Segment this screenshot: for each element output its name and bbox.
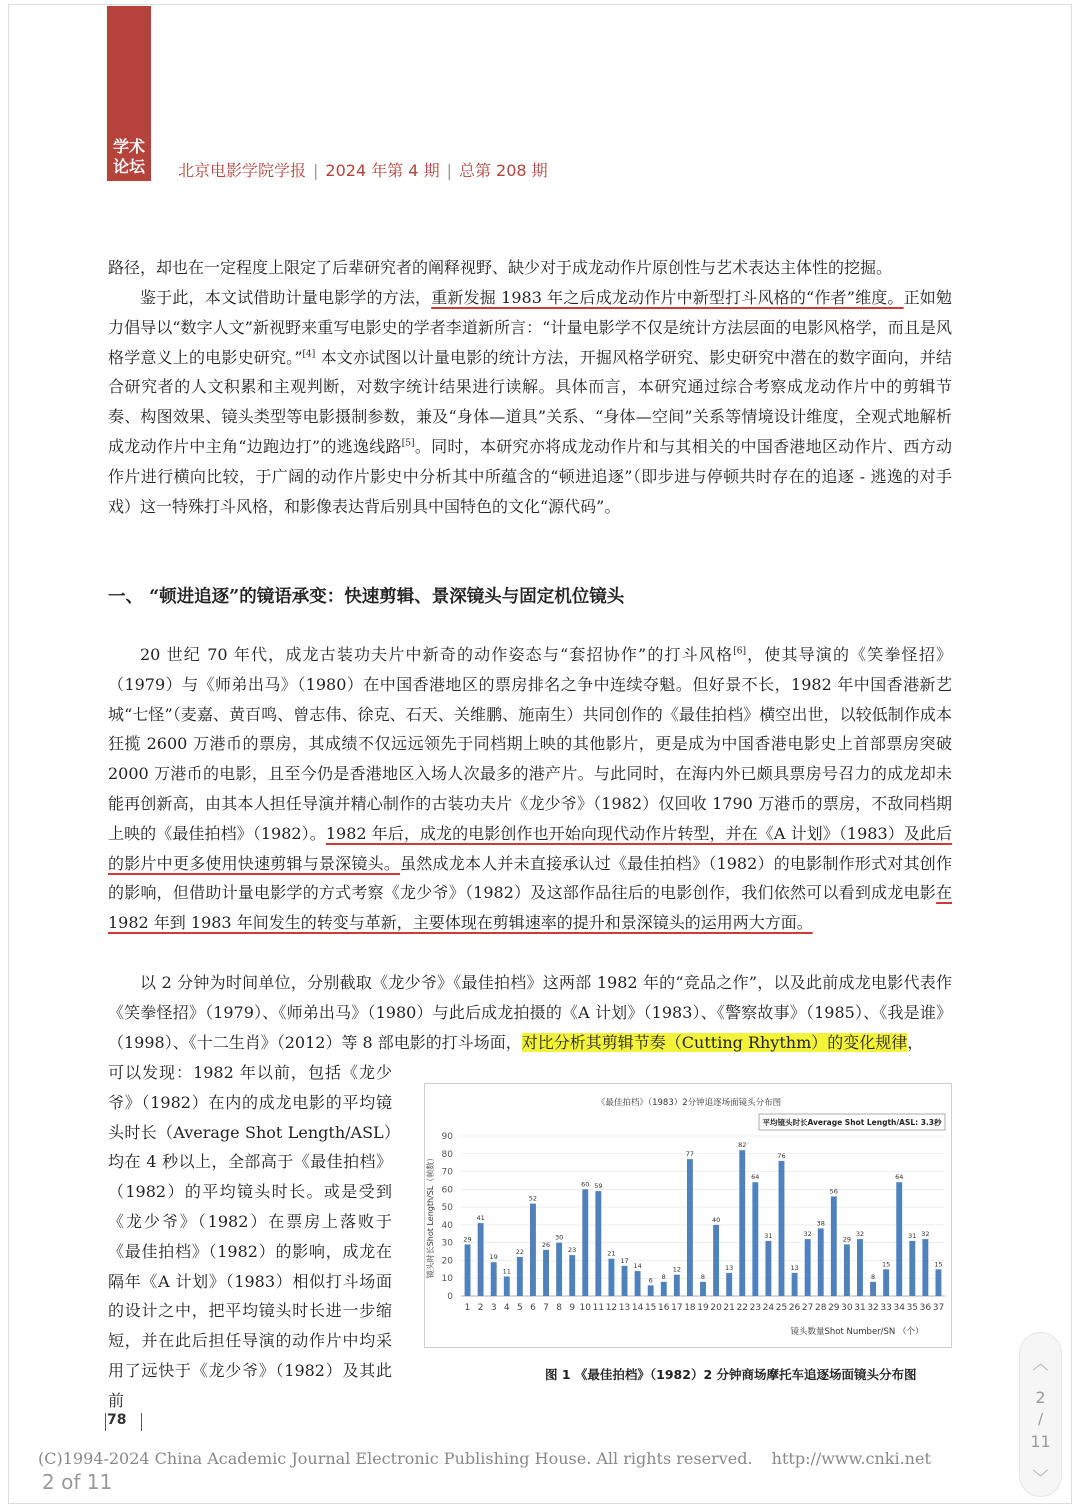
p4-text-a: 以 2 分钟为时间单位，分别截取《龙少爷》《最佳拍档》这两部 1982 年的“竞品之作”，以及此前成龙电影代表作《笑拳怪招》（1979）、《师弟出马》（1980）与此后成龙拍摄的《A 计划》（1983）、《警察故事》（1985）、《我是谁》（1998）、《十二生肖》（2012）等 8 部电影的打斗场面， [108,973,952,1052]
paragraph-3 [108,640,952,938]
paragraph-1: 路径，却也在一定程度上限定了后辈研究者的阐释视野、缺少对于成龙动作片原创性与艺术表达主体性的挖掘。 [108,258,893,277]
page-indicator: 2 of 11 [42,1470,113,1494]
bar-value-label: 64 [895,1173,904,1182]
bar-value-label: 56 [829,1187,838,1196]
bar [700,1282,706,1296]
bar-value-label: 30 [554,1233,564,1242]
x-tick-label: 30 [841,1303,853,1313]
bar-value-label: 15 [934,1260,943,1269]
x-tick-label: 19 [697,1303,709,1313]
x-tick-label: 26 [788,1303,801,1313]
bar [936,1269,942,1296]
section-badge: 学术论坛 [112,137,145,176]
bar-value-label: 15 [881,1260,891,1269]
bar-value-label: 23 [568,1246,577,1255]
p3-underlined-2: 在 1982 年到 1983 年间发生的转变与革新，主要体现在剪辑速率的提升和景深镜头的运用两大方面。 [108,883,952,933]
bar [883,1269,889,1296]
copyright-footer [38,1449,931,1468]
bar [648,1285,654,1296]
bar [713,1225,719,1296]
header-separator: | [313,161,319,180]
bar-value-label: 64 [751,1173,760,1182]
x-tick-label: 37 [932,1303,945,1313]
bar [857,1239,863,1296]
bar [792,1273,798,1296]
bar-value-label: 31 [764,1231,773,1240]
bar [687,1159,693,1296]
x-tick-label: 2 [477,1303,484,1313]
bar [909,1241,915,1296]
paragraph-2 [108,283,952,521]
reference-6: [6] [733,646,746,657]
paragraph-4 [108,968,952,1057]
bar [465,1244,471,1296]
y-tick-label: 50 [441,1203,453,1214]
bar [491,1262,497,1296]
bar [896,1182,902,1296]
bar-value-label: 8 [870,1272,876,1281]
x-tick-label: 6 [530,1303,536,1313]
copyright-text: (C)1994-2024 China Academic Journal Electronic Publishing House. All rights reserved. [38,1449,753,1468]
y-tick-label: 70 [441,1167,453,1178]
x-tick-label: 12 [605,1303,618,1313]
bar-value-label: 77 [685,1150,695,1159]
x-tick-label: 13 [618,1303,631,1313]
p4-highlighted: 对比分析其剪辑节奏（Cutting Rhythm）的变化规律 [521,1032,908,1052]
x-tick-label: 17 [671,1303,683,1313]
chart-legend-text: 平均镜头时长Average Shot Length/ASL: 3.3秒 [762,1118,942,1127]
bar [569,1255,575,1296]
bar [556,1243,562,1296]
bar [674,1275,680,1296]
previous-page-chevron-icon[interactable]: ︿ [1032,1354,1049,1373]
bar [779,1161,785,1296]
x-tick-label: 9 [569,1303,576,1313]
x-tick-label: 33 [880,1303,892,1313]
y-tick-label: 20 [441,1256,453,1267]
bar [517,1257,523,1296]
page-number-rule [105,1413,106,1431]
y-tick-label: 60 [441,1185,453,1196]
x-tick-label: 20 [710,1303,722,1313]
bar-value-label: 8 [700,1272,706,1281]
p2-text-a: 鉴于此，本文试借助计量电影学的方法， [140,288,432,307]
bar-value-label: 17 [620,1256,629,1265]
bar-value-label: 12 [672,1265,681,1274]
x-tick-label: 21 [723,1303,735,1313]
x-tick-label: 36 [919,1303,932,1313]
x-tick-label: 7 [543,1303,549,1313]
bar-value-label: 29 [842,1235,852,1244]
y-tick-label: 40 [441,1220,453,1231]
bar [478,1223,484,1296]
bar [622,1266,628,1296]
x-tick-label: 32 [867,1303,879,1313]
bar-value-label: 82 [738,1141,747,1150]
next-page-chevron-icon[interactable]: ﹀ [1032,1468,1049,1487]
bar-value-label: 59 [594,1182,603,1191]
y-tick-label: 10 [441,1274,453,1285]
bar-value-label: 19 [489,1253,498,1262]
p3-text-c: 虽然成龙本人并未直接承认过《最佳拍档》（1982）的电影制作形式对其创作的影响，但借助计量电影学的方式考察《龙少爷》（1982）及这部作品往后的电影创作，我们依然可以看到成龙电影 [108,853,952,903]
page-slash: / [1037,1410,1044,1428]
x-tick-label: 22 [736,1303,748,1313]
total-issue-label: 总第 208 期 [458,161,548,180]
bar [635,1271,641,1296]
reference-4: [4] [302,349,316,360]
p3-text-b: ，使其导演的《笑拳怪招》（1979）与《师弟出马》（1980）在中国香港地区的票房排名之争中连续夺魁。但好景不长，1982 年中国香港新艺城“七怪”（麦嘉、黄百鸣、曾志伟、徐克、石天、关维鹏、施南生）共同创作的《最佳拍档》横空出世，以较低制作成本狂揽 2600 万港币的票房，其成绩不仅远远领先于同档期上映的其他影片，更是成为中国香港电影史上首部票房突破 2000 万港币的电影，且至今仍是香港地区入场人次最多的港产片。与此同时，在海内外已颇具票房号召力的成龙却未能再创新高，由其本人担任导演并精心制作的古装功夫片《龙少爷》（1982）仅回收 1790 万港币的票房，不敌同档期上映的《最佳拍档》（1982）。 [108,645,952,843]
x-tick-label: 35 [906,1303,919,1313]
bar-value-label: 52 [528,1194,538,1203]
x-tick-label: 1 [464,1303,471,1313]
bar [530,1204,536,1296]
bar-value-label: 32 [855,1230,865,1239]
x-tick-label: 34 [893,1303,905,1313]
section-heading: 一、 “顿进追逐”的镜语承变：快速剪辑、景深镜头与固定机位镜头 [108,587,625,607]
bar-value-label: 29 [463,1235,472,1244]
bar [870,1282,876,1296]
p2-text-d: 。同时，本研究亦将成龙动作片和与其相关的中国香港地区动作片、西方动作片进行横向比较，于广阔的动作片影史中分析其中所蕴含的“顿进追逐”（即步进与停顿共时存在的追逐 - 逃逸的对手戏）这一特殊打斗风格，和影像表达背后别具中国特色的文化“源代码”。 [108,436,952,516]
bar-value-label: 13 [790,1263,799,1272]
x-tick-label: 18 [684,1303,696,1313]
bar [504,1276,510,1296]
bar [595,1191,601,1296]
bar-value-label: 11 [502,1267,511,1276]
header-separator: | [446,161,452,180]
bar-value-label: 8 [661,1272,666,1281]
bar-value-label: 60 [581,1180,590,1189]
bar [805,1239,811,1296]
bar-value-label: 22 [515,1247,525,1256]
bar-value-label: 32 [921,1230,930,1239]
issue-label: 2024 年第 4 期 [325,161,440,180]
journal-header [178,158,548,181]
y-tick-label: 80 [441,1149,453,1160]
shot-length-bar-chart [425,1084,953,1349]
x-tick-label: 27 [801,1303,814,1313]
bar-value-label: 41 [476,1214,485,1223]
bar [543,1250,549,1296]
x-tick-label: 14 [631,1303,644,1313]
paragraph-4-wrap: 可以发现：1982 年以前，包括《龙少爷》（1982）在内的成龙电影的平均镜头时长（Average Shot Length/ASL）均在 4 秒以上，全部高于《最佳拍档》（1982）的平均镜头时长。或是受到《龙少爷》（1982）在票房上落败于《最佳拍档》（1982）的影响，成龙在隔年《A 计划》（1983）相似打斗场面的设计之中，把平均镜头时长进一步缩短，并在此后担任导演的动作片中均采用了远快于《龙少爷》（1982）及其此前 [108,1063,392,1410]
total-pages: 11 [1030,1432,1051,1451]
p2-text-b: 正如勉力倡导以“数字人文”新视野来重写电影史的学者李道新所言：“计量电影学不仅是统计方法层面的电影风格学，而且是风格学意义上的电影史研究。” [108,288,952,367]
x-tick-label: 8 [556,1303,562,1313]
bar-value-label: 76 [777,1151,786,1160]
cnki-url[interactable]: http://www.cnki.net [771,1449,931,1468]
bar [765,1241,771,1296]
page-number: 78 [107,1412,127,1428]
bar-value-label: 31 [908,1231,917,1240]
p3-text-a: 20 世纪 70 年代，成龙古装功夫片中新奇的动作姿态与“套招协作”的打斗风格 [140,645,734,664]
bar [752,1182,758,1296]
x-tick-label: 31 [854,1303,866,1313]
bar-value-label: 6 [648,1276,653,1285]
bar [922,1239,928,1296]
figure-1 [424,1083,952,1348]
bar-value-label: 38 [816,1219,825,1228]
bar-value-label: 32 [803,1230,812,1239]
y-axis-title: 镜头时长Shot Length/SL（帧数） [426,1153,435,1279]
journal-name: 北京电影学院学报 [178,161,307,180]
bar [739,1150,745,1296]
current-page-number: 2 [1035,1388,1046,1407]
reference-5: [5] [401,438,415,449]
x-tick-label: 10 [579,1303,591,1313]
page-number-rule [141,1413,142,1431]
x-tick-label: 16 [658,1303,670,1313]
bar [608,1259,614,1296]
x-tick-label: 3 [490,1303,497,1313]
x-tick-label: 29 [828,1303,840,1313]
bar [661,1282,667,1296]
bar [818,1228,824,1296]
bar-value-label: 13 [725,1263,734,1272]
bar-value-label: 21 [607,1249,616,1258]
x-axis-title: 镜头数量Shot Number/SN （个） [790,1327,924,1337]
bar [844,1244,850,1296]
x-tick-label: 11 [592,1303,605,1313]
y-tick-label: 0 [447,1292,453,1302]
p4-text-b: ， [907,1032,924,1052]
bar-value-label: 14 [633,1262,642,1271]
x-tick-label: 4 [503,1303,510,1313]
p2-text-c: 本文亦试图以计量电影的统计方法，开掘风格学研究、影史研究中潜在的数字面向，并结合研究者的人文积累和主观判断，对数字统计结果进行读解。具体而言，本研究通过综合考察成龙动作片中的剪辑节奏、构图效果、镜头类型等电影摄制参数，兼及“身体—道具”关系、“身体—空间”关系等情境设计维度，全观式地解析成龙动作片中主角“边跑边打”的逃逸线路 [108,347,952,456]
chart-title: 《最佳拍档》（1983）2分钟追逐场面镜头分布图 [596,1098,782,1108]
section-banner [107,6,151,181]
bar [831,1196,837,1296]
x-tick-label: 24 [762,1303,775,1313]
x-tick-label: 28 [815,1303,827,1313]
x-tick-label: 25 [775,1303,788,1313]
bar [726,1273,732,1296]
p3-underlined-1: 1982 年后，成龙的电影创作也开始向现代动作片转型，并在《A 计划》（1983）及此后的影片中更多使用快速剪辑与景深镜头。 [108,823,952,873]
y-tick-label: 90 [441,1132,453,1142]
figure-caption: 图 1 《最佳拍档》（1982）2 分钟商场摩托车追逐场面镜头分布图 [545,1367,917,1382]
y-tick-label: 30 [441,1238,453,1249]
bar-value-label: 26 [541,1240,551,1249]
bar [582,1189,588,1296]
x-tick-label: 15 [644,1303,657,1313]
x-tick-label: 5 [516,1303,523,1313]
bar-value-label: 40 [711,1215,721,1224]
x-tick-label: 23 [749,1303,762,1313]
page-navigator[interactable] [1019,1332,1062,1497]
p2-underlined: 重新发掘 1983 年之后成龙动作片中新型打斗风格的“作者”维度。 [431,288,904,307]
